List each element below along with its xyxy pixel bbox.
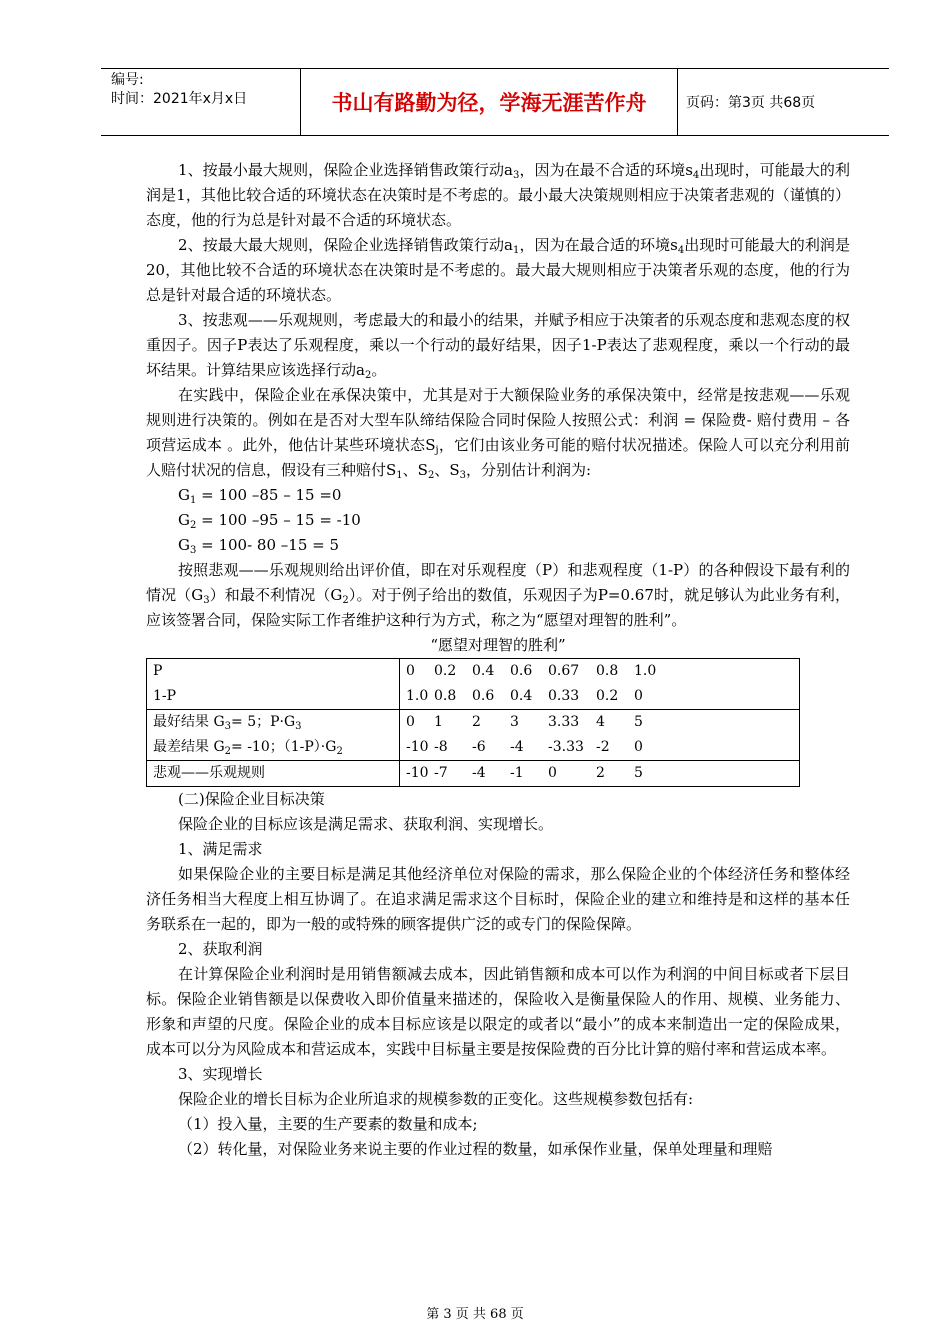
paragraph: 2、按最大最大规则，保险企业选择销售政策行动$a_1$，因为在最合适的环境$s_4$出现时可能最大的利润是20，其他比较不合适的环境状态在决策时是不考虑的。最大最大规则相应于决策者乐观的态度，他的行为总是针对最合适的环境状态。	[146, 236, 850, 304]
table-cell-value: 0	[634, 739, 643, 755]
table-cell-value: -4	[510, 739, 524, 755]
row-label: 最好结果 $G_3= 5$；$P\cdot G_3$ 最差结果 $G_2= -10$；$(1-P)\cdot G_2$	[147, 710, 400, 761]
paragraph: 在计算保险企业利润时是用销售额减去成本，因此销售额和成本可以作为利润的中间目标或者下层目标。保险企业销售额是以保费收入即价值量来描述的，保险收入是衡量保险人的作用、规模、业务能力、形象和声望的尺度。保险企业的成本目标应该是以限定的或者以“最小”的成本来制造出一定的保险成果，成本可以分为风险成本和营运成本，实践中目标量主要是按保险费的百分比计算的赔付率和营运成本率。	[146, 965, 850, 1058]
table-cell-value: 0.4	[472, 663, 495, 679]
page-footer: 第 3 页 共 68 页	[426, 1307, 524, 1322]
table-cell-value: 0.6	[510, 663, 533, 679]
table-row	[147, 761, 800, 787]
values-p	[406, 659, 793, 684]
table-cell-value: 3.33	[548, 714, 580, 730]
values-rule	[406, 761, 793, 786]
section-heading: 1、满足需求	[178, 840, 263, 858]
equation: $G_3 = 100-$ 80 –15 = 5	[178, 536, 340, 556]
table-cell-value: 0.4	[510, 688, 533, 704]
table-cell-value: -2	[596, 739, 610, 755]
table-cell-value: 1	[434, 714, 443, 730]
table-row	[147, 710, 800, 761]
header-meta	[101, 69, 301, 135]
equation: $G_2 = 100$ –95 – 15 = -10	[178, 511, 361, 531]
equation: $G_1 = 100$ –85 – 15 =0	[178, 486, 342, 506]
table-cell-value: -1	[510, 765, 524, 781]
table-cell-value: -4	[472, 765, 486, 781]
table-cell-value: -8	[434, 739, 448, 755]
table-cell-value: 0	[406, 663, 415, 679]
values-1-p	[406, 684, 793, 709]
list-item: （1）投入量，主要的生产要素的数量和成本;	[178, 1115, 478, 1133]
paragraph: 如果保险企业的主要目标是满足其他经济单位对保险的需求，那么保险企业的个体经济任务和整体经济任务相当大程度上相互协调了。在追求满足需求这个目标时，保险企业的建立和维持是和这样的基本任务联系在一起的，即为一般的或特殊的顾客提供广泛的或专门的保险保障。	[146, 865, 850, 933]
time-label: 时间：2021年x月x日	[111, 91, 248, 107]
section-heading: 2、获取利润	[178, 940, 263, 958]
table-cell-value: 5	[634, 765, 643, 781]
row-values	[400, 710, 800, 761]
row-label: 悲观——乐观规则	[147, 761, 400, 787]
table-cell-value: 2	[472, 714, 481, 730]
values-best	[406, 710, 793, 735]
paragraph: 保险企业的增长目标为企业所追求的规模参数的正变化。这些规模参数包括有:	[178, 1090, 694, 1108]
number-label: 编号:	[111, 72, 144, 88]
table-cell-value: 2	[596, 765, 605, 781]
header-motto: 书山有路勤为径，学海无涯苦作舟	[301, 69, 678, 135]
table-cell-value: 3	[510, 714, 519, 730]
table-cell-value: 0	[634, 688, 643, 704]
document-body	[146, 158, 850, 1162]
list-item: （2）转化量，对保险业务来说主要的作业过程的数量，如承保作业量，保单处理量和理赔	[178, 1140, 773, 1158]
table-cell-value: 0	[548, 765, 557, 781]
section-heading: (二)保险企业目标决策	[178, 790, 325, 808]
table-cell-value: 0	[406, 714, 415, 730]
table-cell-value: -7	[434, 765, 448, 781]
table-cell-value: -3.33	[548, 739, 584, 755]
table-cell-value: 1.0	[406, 688, 429, 704]
table-cell-value: 0.33	[548, 688, 580, 704]
table-cell-value: 0.8	[434, 688, 457, 704]
table-cell-value: -6	[472, 739, 486, 755]
paragraph: 1、按最小最大规则，保险企业选择销售政策行动$a_3$，因为在最不合适的环境$s_4$出现时，可能最大的利润是1，其他比较合适的环境状态在决策时是不考虑的。最小最大决策规则相应于决策者悲观的（谨慎的）态度，他的行为总是针对最不合适的环境状态。	[146, 161, 850, 229]
paragraph: 3、按悲观——乐观规则，考虑最大的和最小的结果，并赋予相应于决策者的乐观态度和悲观态度的权重因子。因子P表达了乐观程度，乘以一个行动的最好结果，因子1-P表达了悲观程度，乘以一个行动的最坏结果。计算结果应该选择行动$a_2$。	[146, 311, 850, 381]
table-cell-value: 0.6	[472, 688, 495, 704]
table-cell-value: 0.2	[434, 663, 457, 679]
table-cell-value: 0.8	[596, 663, 619, 679]
table-cell-value: 1.0	[634, 663, 657, 679]
table-cell-value: 5	[634, 714, 643, 730]
table-cell-value: 4	[596, 714, 605, 730]
table-cell-value: 0.2	[596, 688, 619, 704]
row-values	[400, 761, 800, 787]
page-header	[101, 68, 889, 136]
table-cell-value: 0.67	[548, 663, 580, 679]
values-worst	[406, 735, 793, 760]
table-cell-value: -10	[406, 739, 429, 755]
table-caption: “愿望对理智的胜利”	[430, 636, 566, 654]
section-heading: 3、实现增长	[178, 1065, 263, 1083]
table-cell-value: -10	[406, 765, 429, 781]
row-label: P 1-P	[147, 659, 400, 710]
row-values	[400, 659, 800, 710]
decision-table	[146, 658, 800, 787]
paragraph: 按照悲观——乐观规则给出评价值，即在对乐观程度（P）和悲观程度（1-P）的各种假设下最有利的情况$(G_3)$和最不利情况$(G_2)$。对于例子给出的数值，乐观因子为P=0.67时，就足够认为此业务有利，应该签署合同，保险实际工作者维护这种行为方式，称之为“愿望对理智的胜利”。	[146, 561, 850, 629]
table-row	[147, 659, 800, 710]
header-page-info: 页码：第3页 共68页	[686, 95, 816, 111]
paragraph: 保险企业的目标应该是满足需求、获取利润、实现增长。	[178, 815, 554, 833]
paragraph: 在实践中，保险企业在承保决策中，尤其是对于大额保险业务的承保决策中，经常是按悲观——乐观规则进行决策的。例如在是否对大型车队缔结保险合同时保险人按照公式：利润 = 保险费- 赔付费用 – 各项营运成本 。此外，他估计某些环境状态$S_j$，它们由该业务可能的赔付状况描述。保险人可以充分利用前人赔付状况的信息，假设有三种赔付$S_1$、$S_2$、$S_3$，分别估计利润为:	[146, 386, 850, 481]
